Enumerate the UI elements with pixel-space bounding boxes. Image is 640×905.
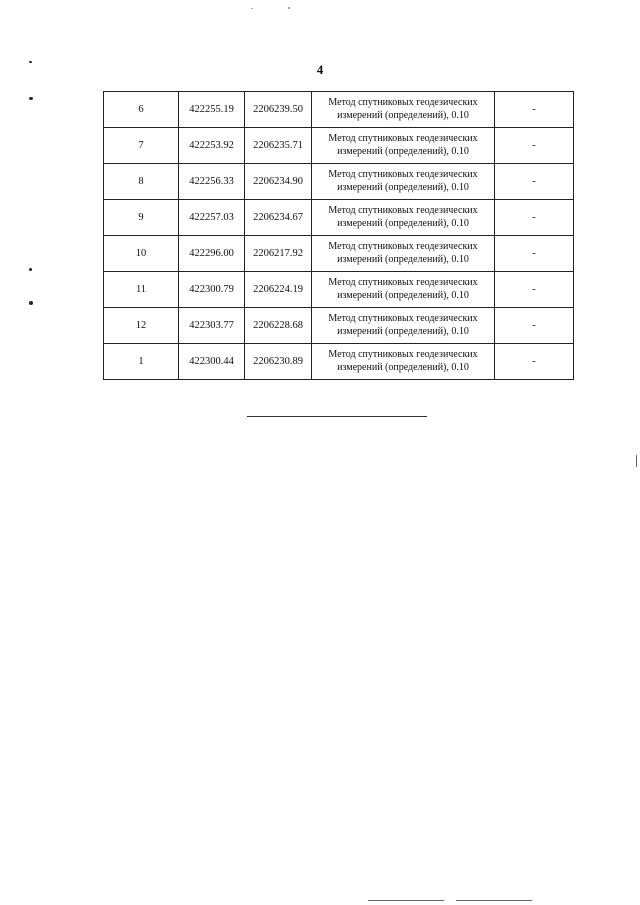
point-number-cell: 1 (104, 344, 179, 380)
method-cell: Метод спутниковых геодезических измерений (определений), 0.10 (312, 272, 495, 308)
table-row (104, 164, 574, 200)
point-number-cell: 11 (104, 272, 179, 308)
x-coordinate-cell: 422300.44 (179, 344, 245, 380)
x-coordinate-cell: 422303.77 (179, 308, 245, 344)
scan-speck (251, 8, 253, 9)
y-coordinate-cell: 2206230.89 (245, 344, 312, 380)
scan-edge-mark (368, 900, 444, 901)
scan-edge-mark (456, 900, 532, 901)
x-coordinate-cell: 422255.19 (179, 92, 245, 128)
scan-speck (288, 7, 290, 9)
table-row (104, 308, 574, 344)
method-cell: Метод спутниковых геодезических измерений (определений), 0.10 (312, 344, 495, 380)
x-coordinate-cell: 422257.03 (179, 200, 245, 236)
y-coordinate-cell: 2206235.71 (245, 128, 312, 164)
y-coordinate-cell: 2206239.50 (245, 92, 312, 128)
description-cell: - (495, 344, 574, 380)
table-row (104, 344, 574, 380)
description-cell: - (495, 164, 574, 200)
description-cell: - (495, 308, 574, 344)
table-row (104, 200, 574, 236)
y-coordinate-cell: 2206224.19 (245, 272, 312, 308)
x-coordinate-cell: 422296.00 (179, 236, 245, 272)
x-coordinate-cell: 422256.33 (179, 164, 245, 200)
scan-edge-mark (636, 455, 637, 467)
point-number-cell: 10 (104, 236, 179, 272)
point-number-cell: 8 (104, 164, 179, 200)
point-number-cell: 6 (104, 92, 179, 128)
scan-speck (29, 97, 33, 100)
point-number-cell: 7 (104, 128, 179, 164)
method-cell: Метод спутниковых геодезических измерений (определений), 0.10 (312, 128, 495, 164)
x-coordinate-cell: 422300.79 (179, 272, 245, 308)
scan-speck (29, 61, 32, 63)
table-row (104, 272, 574, 308)
description-cell: - (495, 200, 574, 236)
coordinates-table (103, 91, 574, 380)
y-coordinate-cell: 2206228.68 (245, 308, 312, 344)
method-cell: Метод спутниковых геодезических измерений (определений), 0.10 (312, 200, 495, 236)
table-row (104, 236, 574, 272)
y-coordinate-cell: 2206217.92 (245, 236, 312, 272)
scan-speck (29, 301, 33, 305)
y-coordinate-cell: 2206234.67 (245, 200, 312, 236)
end-of-section-rule (247, 416, 427, 417)
scan-speck (29, 268, 32, 271)
method-cell: Метод спутниковых геодезических измерений (определений), 0.10 (312, 236, 495, 272)
method-cell: Метод спутниковых геодезических измерений (определений), 0.10 (312, 92, 495, 128)
y-coordinate-cell: 2206234.90 (245, 164, 312, 200)
method-cell: Метод спутниковых геодезических измерений (определений), 0.10 (312, 308, 495, 344)
method-cell: Метод спутниковых геодезических измерений (определений), 0.10 (312, 164, 495, 200)
table-row (104, 92, 574, 128)
point-number-cell: 9 (104, 200, 179, 236)
page-number: 4 (316, 62, 324, 77)
description-cell: - (495, 272, 574, 308)
description-cell: - (495, 92, 574, 128)
table-row (104, 128, 574, 164)
description-cell: - (495, 128, 574, 164)
point-number-cell: 12 (104, 308, 179, 344)
x-coordinate-cell: 422253.92 (179, 128, 245, 164)
description-cell: - (495, 236, 574, 272)
